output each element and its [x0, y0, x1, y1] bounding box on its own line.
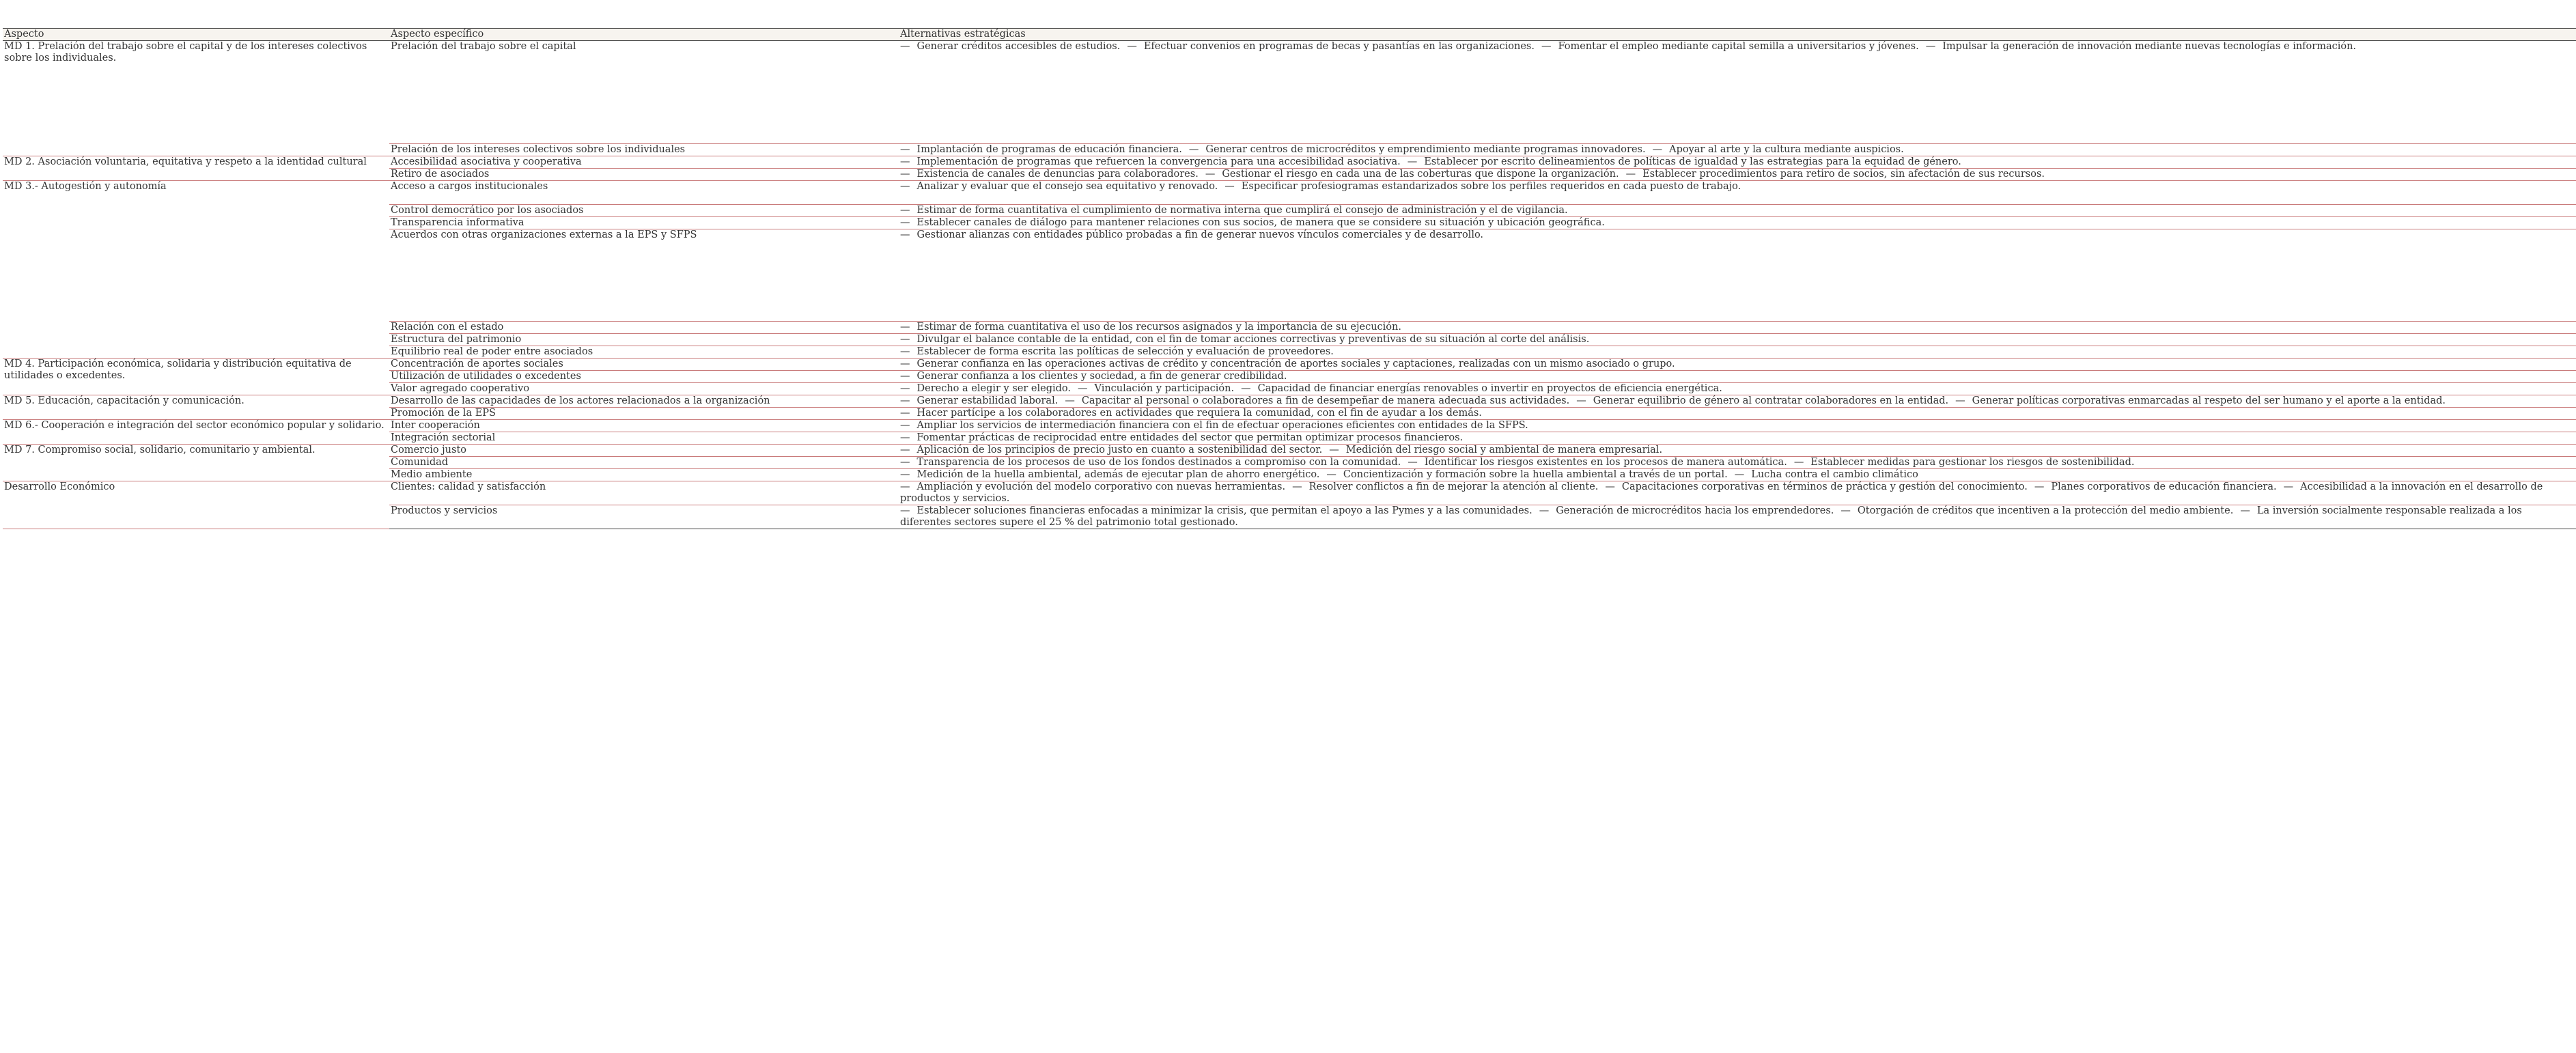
em-dash-separator: — [2240, 505, 2250, 516]
em-dash-separator: — [900, 481, 910, 492]
specific-aspect-cell: Retiro de asociados [389, 169, 899, 181]
specific-aspect-cell: Desarrollo de las capacidades de los actores relacionados a la organización [389, 395, 899, 408]
strategic-alternative: Generar confianza en las operaciones activas de crédito y concentración de aportes sociales y captaciones, realizadas con un mismo asociado o grupo. [916, 359, 1675, 369]
strategic-alternatives-cell [899, 169, 2576, 181]
strategic-alternative: Ampliación y evolución del modelo corporativo con nuevas herramientas. [916, 481, 1286, 492]
table-row [3, 169, 2576, 181]
strategic-alternative: Generar centros de microcréditos y emprendimiento mediante programas innovadores. [1205, 144, 1646, 155]
strategic-alternative: Efectuar convenios en programas de becas y pasantías en las organizaciones. [1143, 41, 1535, 52]
strategic-alternative: Impulsar la generación de innovación mediante nuevas tecnologías e información. [1942, 41, 2357, 52]
specific-aspect-cell: Transparencia informativa [389, 217, 899, 229]
em-dash-separator: — [900, 457, 910, 468]
em-dash-separator: — [900, 346, 910, 357]
table-row [3, 420, 2576, 432]
specific-aspect-cell: Productos y servicios [389, 505, 899, 529]
header-aspecto-especifico: Aspecto específico [389, 29, 899, 41]
table-row [3, 445, 2576, 457]
specific-aspect-cell: Utilización de utilidades o excedentes [389, 371, 899, 383]
table-row [3, 469, 2576, 481]
em-dash-separator: — [1407, 156, 1418, 167]
strategic-alternative: Generar políticas corporativas enmarcadas al respeto del ser humano y el aporte a la entidad. [1972, 395, 2446, 406]
strategic-alternatives-cell [899, 346, 2576, 359]
specific-aspect-cell: Acceso a cargos institucionales [389, 181, 899, 205]
specific-aspect-cell: Medio ambiente [389, 469, 899, 481]
em-dash-separator: — [1188, 144, 1199, 155]
strategic-alternative: Derecho a elegir y ser elegido. [916, 383, 1071, 394]
table-row [3, 505, 2576, 529]
em-dash-separator: — [900, 41, 910, 52]
em-dash-separator: — [900, 408, 910, 419]
strategic-alternatives-cell [899, 371, 2576, 383]
em-dash-separator: — [900, 217, 910, 228]
strategic-alternatives-cell [899, 457, 2576, 469]
strategic-alternatives-cell [899, 229, 2576, 322]
strategic-alternatives-cell [899, 469, 2576, 481]
strategic-alternative: Capacidad de financiar energías renovables o invertir en proyectos de eficiencia energética. [1257, 383, 1722, 394]
em-dash-separator: — [1408, 457, 1418, 468]
strategic-alternatives-cell [899, 481, 2576, 505]
specific-aspect-cell: Estructura del patrimonio [389, 334, 899, 346]
strategic-alternative: La inversión socialmente responsable realizada a los diferentes sectores supere el 25 % del patrimonio total gestionado. [900, 505, 2522, 528]
em-dash-separator: — [1077, 383, 1088, 394]
em-dash-separator: — [900, 181, 910, 192]
em-dash-separator: — [1292, 481, 1302, 492]
strategic-alternative: Vinculación y participación. [1094, 383, 1235, 394]
table-body [3, 41, 2576, 529]
strategic-alternative: Aplicación de los principios de precio justo en cuanto a sostenibilidad del sector. [916, 445, 1323, 455]
em-dash-separator: — [900, 322, 910, 333]
strategic-alternative: Establecer canales de diálogo para mantener relaciones con sus socios, de manera que se considere su situación y ubicación geográfica. [916, 217, 1605, 228]
strategic-alternative: Analizar y evaluar que el consejo sea equitativo y renovado. [916, 181, 1218, 192]
aspect-dimension-cell: Desarrollo Económico [3, 481, 389, 529]
specific-aspect-cell: Prelación del trabajo sobre el capital [389, 41, 899, 144]
strategic-alternative: Generar equilibrio de género al contratar colaboradores en la entidad. [1593, 395, 1949, 406]
table-row [3, 144, 2576, 156]
strategic-alternative: Fomentar prácticas de reciprocidad entre entidades del sector que permitan optimizar procesos financieros. [916, 432, 1464, 443]
table-row [3, 205, 2576, 217]
table-row [3, 156, 2576, 169]
strategic-alternative: Fomentar el empleo mediante capital semilla a universitarios y jóvenes. [1558, 41, 1919, 52]
strategic-alternatives-cell [899, 205, 2576, 217]
strategic-alternative: Divulgar el balance contable de la entidad, con el fin de tomar acciones correctivas y preventivas de su situación al corte del análisis. [916, 334, 1590, 345]
specific-aspect-cell: Control democrático por los asociados [389, 205, 899, 217]
em-dash-separator: — [900, 205, 910, 216]
strategic-alternative: Generar estabilidad laboral. [916, 395, 1059, 406]
em-dash-separator: — [1326, 469, 1336, 480]
strategic-alternative: Resolver conflictos a fin de mejorar la atención al cliente. [1308, 481, 1599, 492]
em-dash-separator: — [900, 445, 910, 455]
em-dash-separator: — [900, 359, 910, 369]
strategic-alternatives-cell [899, 144, 2576, 156]
strategic-alternatives-cell [899, 322, 2576, 334]
strategic-alternative: Medición del riesgo social y ambiental de manera empresarial. [1345, 445, 1663, 455]
table-row [3, 432, 2576, 445]
strategic-alternative: Lucha contra el cambio climático [1751, 469, 1918, 480]
strategic-alternative: Estimar de forma cuantitativa el uso de los recursos asignados y la importancia de su ejecución. [916, 322, 1401, 333]
table-row [3, 359, 2576, 371]
strategic-alternative: Transparencia de los procesos de uso de los fondos destinados a compromiso con la comunidad. [916, 457, 1401, 468]
aspect-dimension-cell: MD 1. Prelación del trabajo sobre el capital y de los intereses colectivos sobre los individuales. [3, 41, 389, 156]
em-dash-separator: — [1065, 395, 1075, 406]
em-dash-separator: — [900, 169, 910, 180]
strategic-alternatives-cell [899, 505, 2576, 529]
strategic-alternatives-table [3, 28, 2576, 529]
strategic-alternative: Existencia de canales de denuncias para colaboradores. [916, 169, 1199, 180]
strategic-alternatives-cell [899, 217, 2576, 229]
table-row [3, 217, 2576, 229]
strategic-alternative: Accesibilidad a la innovación en el desarrollo de productos y servicios. [900, 481, 2543, 504]
strategic-alternatives-cell [899, 445, 2576, 457]
specific-aspect-cell: Relación con el estado [389, 322, 899, 334]
strategic-alternative: Generar créditos accesibles de estudios. [916, 41, 1121, 52]
table-row [3, 346, 2576, 359]
table-row [3, 41, 2576, 144]
aspect-dimension-cell: MD 5. Educación, capacitación y comunicación. [3, 395, 389, 420]
strategic-alternatives-cell [899, 359, 2576, 371]
specific-aspect-cell: Concentración de aportes sociales [389, 359, 899, 371]
strategic-alternative: Establecer soluciones financieras enfocadas a minimizar la crisis, que permitan el apoyo a las Pymes y a las comunidades. [916, 505, 1532, 516]
strategic-alternatives-cell [899, 41, 2576, 144]
strategic-alternative: Gestionar el riesgo en cada una de las coberturas que dispone la organización. [1222, 169, 1619, 180]
em-dash-separator: — [900, 383, 910, 394]
em-dash-separator: — [900, 334, 910, 345]
strategic-alternative: Implantación de programas de educación financiera. [916, 144, 1182, 155]
em-dash-separator: — [900, 229, 910, 240]
specific-aspect-cell: Promoción de la EPS [389, 408, 899, 420]
specific-aspect-cell: Comunidad [389, 457, 899, 469]
table-row [3, 395, 2576, 408]
em-dash-separator: — [900, 371, 910, 382]
specific-aspect-cell: Clientes: calidad y satisfacción [389, 481, 899, 505]
strategic-alternative: Establecer de forma escrita las políticas de selección y evaluación de proveedores. [916, 346, 1334, 357]
strategic-alternatives-cell [899, 156, 2576, 169]
em-dash-separator: — [900, 469, 910, 480]
table-row [3, 383, 2576, 395]
strategic-alternative: Establecer medidas para gestionar los riesgos de sostenibilidad. [1810, 457, 2135, 468]
specific-aspect-cell: Equilibrio real de poder entre asociados [389, 346, 899, 359]
em-dash-separator: — [1840, 505, 1851, 516]
em-dash-separator: — [1541, 41, 1552, 52]
em-dash-separator: — [1241, 383, 1251, 394]
em-dash-separator: — [900, 505, 910, 516]
specific-aspect-cell: Acuerdos con otras organizaciones externas a la EPS y SFPS [389, 229, 899, 322]
header-aspecto: Aspecto [3, 29, 389, 41]
table-row [3, 371, 2576, 383]
specific-aspect-cell: Inter cooperación [389, 420, 899, 432]
strategic-alternative: Capacitar al personal o colaboradores a fin de desempeñar de manera adecuada sus actividades. [1081, 395, 1570, 406]
em-dash-separator: — [1224, 181, 1235, 192]
header-alternativas-estrategicas: Alternativas estratégicas [899, 29, 2576, 41]
em-dash-separator: — [900, 420, 910, 431]
table-row [3, 457, 2576, 469]
specific-aspect-cell: Integración sectorial [389, 432, 899, 445]
strategic-alternatives-cell [899, 420, 2576, 432]
aspect-dimension-cell: MD 3.- Autogestión y autonomía [3, 181, 389, 359]
specific-aspect-cell: Prelación de los intereses colectivos sobre los individuales [389, 144, 899, 156]
strategic-alternatives-cell [899, 395, 2576, 408]
strategic-alternative: Medición de la huella ambiental, además de ejecutar plan de ahorro energético. [916, 469, 1320, 480]
aspect-dimension-cell: MD 4. Participación económica, solidaria y distribución equitativa de utilidades o excedentes. [3, 359, 389, 395]
specific-aspect-cell: Accesibilidad asociativa y cooperativa [389, 156, 899, 169]
strategic-alternative: Especificar profesiogramas estandarizados sobre los perfiles requeridos en cada puesto de trabajo. [1241, 181, 1741, 192]
em-dash-separator: — [2034, 481, 2045, 492]
strategic-alternatives-cell [899, 432, 2576, 445]
strategic-alternative: Generar confianza a los clientes y sociedad, a fin de generar credibilidad. [916, 371, 1287, 382]
strategic-alternative: Implementación de programas que refuercen la convergencia para una accesibilidad asociativa. [916, 156, 1401, 167]
em-dash-separator: — [1539, 505, 1550, 516]
aspect-dimension-cell: MD 7. Compromiso social, solidario, comunitario y ambiental. [3, 445, 389, 481]
strategic-alternative: Planes corporativos de educación financiera. [2051, 481, 2277, 492]
strategic-alternative: Concientización y formación sobre la huella ambiental a través de un portal. [1343, 469, 1728, 480]
strategic-alternatives-cell [899, 408, 2576, 420]
em-dash-separator: — [1955, 395, 1965, 406]
em-dash-separator: — [1329, 445, 1339, 455]
table-row [3, 181, 2576, 205]
strategic-alternative: Apoyar al arte y la cultura mediante auspicios. [1669, 144, 1904, 155]
em-dash-separator: — [1576, 395, 1586, 406]
strategic-alternatives-cell [899, 181, 2576, 205]
strategic-alternatives-cell [899, 334, 2576, 346]
em-dash-separator: — [900, 144, 910, 155]
strategic-alternative: Gestionar alianzas con entidades público probadas a fin de generar nuevos vínculos comerciales y de desarrollo. [916, 229, 1484, 240]
em-dash-separator: — [1652, 144, 1663, 155]
em-dash-separator: — [900, 156, 910, 167]
em-dash-separator: — [1205, 169, 1216, 180]
strategic-alternative: Establecer por escrito delineamientos de políticas de igualdad y las estrategias para la equidad de género. [1424, 156, 1961, 167]
table-row [3, 334, 2576, 346]
aspect-dimension-cell: MD 6.- Cooperación e integración del sector económico popular y solidario. [3, 420, 389, 445]
em-dash-separator: — [1605, 481, 1615, 492]
em-dash-separator: — [1127, 41, 1137, 52]
strategic-alternative: Establecer procedimientos para retiro de socios, sin afectación de sus recursos. [1642, 169, 2045, 180]
strategic-alternative: Hacer partícipe a los colaboradores en actividades que requiera la comunidad, con el fin de ayudar a los demás. [916, 408, 1482, 419]
em-dash-separator: — [2283, 481, 2294, 492]
table-row [3, 481, 2576, 505]
table-row [3, 229, 2576, 322]
table-row [3, 408, 2576, 420]
strategic-alternative: Identificar los riesgos existentes en los procesos de manera automática. [1424, 457, 1787, 468]
em-dash-separator: — [1925, 41, 1936, 52]
table-header-row [3, 29, 2576, 41]
em-dash-separator: — [1625, 169, 1636, 180]
em-dash-separator: — [900, 432, 910, 443]
em-dash-separator: — [1734, 469, 1745, 480]
strategic-alternative: Otorgación de créditos que incentiven a la protección del medio ambiente. [1857, 505, 2234, 516]
specific-aspect-cell: Valor agregado cooperativo [389, 383, 899, 395]
specific-aspect-cell: Comercio justo [389, 445, 899, 457]
aspect-dimension-cell: MD 2. Asociación voluntaria, equitativa y respeto a la identidad cultural [3, 156, 389, 181]
table-row [3, 322, 2576, 334]
strategic-alternative: Estimar de forma cuantitativa el cumplimiento de normativa interna que cumplirá el consejo de administración y el de vigilancia. [916, 205, 1568, 216]
strategic-alternative: Capacitaciones corporativas en términos de práctica y gestión del conocimiento. [1621, 481, 2028, 492]
em-dash-separator: — [900, 395, 910, 406]
strategic-alternative: Generación de microcréditos hacia los emprendedores. [1556, 505, 1834, 516]
em-dash-separator: — [1793, 457, 1804, 468]
strategic-alternative: Ampliar los servicios de intermediación financiera con el fin de efectuar operaciones eficientes con entidades de la SFPS. [916, 420, 1528, 431]
strategic-alternatives-cell [899, 383, 2576, 395]
